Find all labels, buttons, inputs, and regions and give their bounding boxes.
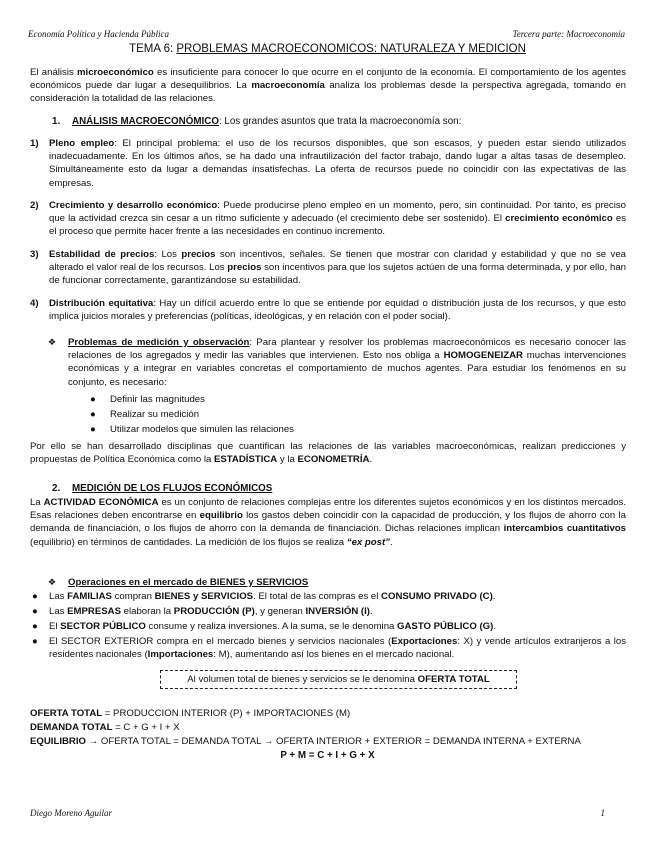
- diamond-bullet-icon: ❖: [48, 577, 57, 587]
- actividad-paragraph: La ACTIVIDAD ECONÓMICA es un conjunto de relaciones complejas entre los diferentes sujetos económicos y en los distintos mercados. Esas relaciones deben encontrarse en equilibrio los gastos deben coincidir con la capacidad de producción, y los flujos de ahorro con la demanda de financiación, o los flujos de ahorro con la demanda de financiación. Dichas relaciones implican intercambios cuantitativos (equilibrio) en términos de cantidades. La medición de los flujos se realiza “ex post”.: [30, 497, 626, 548]
- list-item: 4) Distribución equitativa: Hay un difícil acuerdo entre lo que se entiende por equidad o distribución justa de los recursos, y que esto implica juicios morales y preferencias (políticas, ideológicas, y en relación con el poder social).: [30, 298, 627, 323]
- section-2-heading: 2. MEDICIÓN DE LOS FLUJOS ECONÓMICOS: [52, 483, 273, 494]
- page-title: TEMA 6: PROBLEMAS MACROECONOMICOS: NATURALEZA Y MEDICION: [129, 43, 526, 55]
- list-item: ● Las EMPRESAS elaboran la PRODUCCIÓN (P), y generan INVERSIÓN (I).: [32, 606, 373, 617]
- oferta-equation: OFERTA TOTAL = PRODUCCION INTERIOR (P) + IMPORTACIONES (M): [30, 708, 351, 719]
- list-item: 3) Estabilidad de precios: Los precios son incentivos, señales. Se tienen que mostrar con claridad y estabilidad y que no se vea alterado el valor real de los recursos. Los precios son incentivos para que los sujetos actúen de una forma determinada, y por ello, han de funcionar correctamente, garantizándose su estabilidad.: [30, 249, 626, 287]
- bullet-icon: ●: [90, 394, 96, 405]
- bullet-icon: ●: [90, 424, 96, 435]
- bullet-icon: ●: [32, 636, 38, 647]
- bullet-icon: ●: [90, 409, 96, 420]
- medicion-block: ❖ Problemas de medición y observación: Para plantear y resolver los problemas macroeconómicos es necesario conocer las relaciones de los agregados y medir las variables que intervienen. Esto nos obliga a HOMOGENEIZAR muchas intervenciones económicas y a integrar en variables concretas el comportamiento de muchos agentes. Para estudiar los fenómenos en su conjunto, es necesario:: [48, 337, 626, 388]
- list-item: ● Utilizar modelos que simulen las relaciones: [90, 424, 294, 435]
- equilibrio-equation: EQUILIBRIO → OFERTA TOTAL = DEMANDA TOTAL → OFERTA INTERIOR + EXTERIOR = DEMANDA INTERNA + EXTERNA: [30, 736, 581, 747]
- page-number: 1: [600, 808, 605, 818]
- bullet-icon: ●: [32, 621, 38, 632]
- conclusion-paragraph: Por ello se han desarrollado disciplinas que cuantifican las relaciones de las variables macroeconómicas, realizan predicciones y propuestas de Política Económica como la ESTADÍSTICA y la ECONOMETRÍA.: [30, 441, 626, 466]
- header-left: Economía Política y Hacienda Pública: [28, 29, 169, 39]
- list-item: ● El SECTOR EXTERIOR compra en el mercado bienes y servicios nacionales (Exportaciones: X) y vende artículos extranjeros a los residentes nacionales (Importaciones: M), aumentando así los bienes en el mercado nacional.: [32, 636, 626, 661]
- list-item: 2) Crecimiento y desarrollo económico: Puede producirse pleno empleo en un momento, pero, sin continuidad. Por tanto, es preciso que la actividad crezca sin cesar a un ritmo suficiente y adecuado (el crecimiento debe ser sostenido). El crecimiento económico es el proceso que permite hacer frente a las necesidades en continuo incremento.: [30, 200, 626, 238]
- oferta-total-box: Al volumen total de bienes y servicios se le denomina OFERTA TOTAL: [160, 670, 517, 689]
- intro-paragraph: El análisis microeconómico es insuficiente para conocer lo que ocurre en el conjunto de la economía. El comportamiento de los agentes económicos puede dar lugar a desequilibrios. La macroeconomía analiza los problemas desde la perspectiva agregada, tomando en consideración la totalidad de las relaciones.: [30, 67, 626, 105]
- bullet-icon: ●: [32, 606, 38, 617]
- operaciones-heading: ❖ Operaciones en el mercado de BIENES y SERVICIOS: [48, 577, 309, 588]
- header-right: Tercera parte: Macroeconomía: [512, 29, 625, 39]
- demanda-equation: DEMANDA TOTAL = C + G + I + X: [30, 722, 180, 733]
- final-equation: P + M = C + I + G + X: [280, 750, 375, 761]
- bullet-icon: ●: [32, 591, 38, 602]
- list-item: 1) Pleno empleo: El principal problema: el uso de los recursos disponibles, que son escasos, y pueden estar siendo utilizados inadecuadamente. En los últimos años, se ha dado una infrautilización del factor trabajo, dando lugar a altas tasas de desempleo. Simultáneamente esto da lugar a demandas insatisfechas. La oferta de recursos puede no coincidir con las expectativas de las empresas.: [30, 138, 627, 189]
- section-1-heading: 1. ANÁLISIS MACROECONÓMICO: Los grandes asuntos que trata la macroeconomía son:: [52, 116, 462, 127]
- list-item: ● Las FAMILIAS compran BIENES y SERVICIOS. El total de las compras es el CONSUMO PRIVADO (C).: [32, 591, 496, 602]
- list-item: ● El SECTOR PÚBLICO consume y realiza inversiones. A la suma, se le denomina GASTO PÚBLICO (G).: [32, 621, 496, 632]
- list-item: ● Definir las magnitudes: [90, 394, 205, 405]
- diamond-bullet-icon: ❖: [48, 337, 57, 347]
- footer-author: Diego Moreno Aguilar: [30, 808, 112, 818]
- list-item: ● Realizar su medición: [90, 409, 200, 420]
